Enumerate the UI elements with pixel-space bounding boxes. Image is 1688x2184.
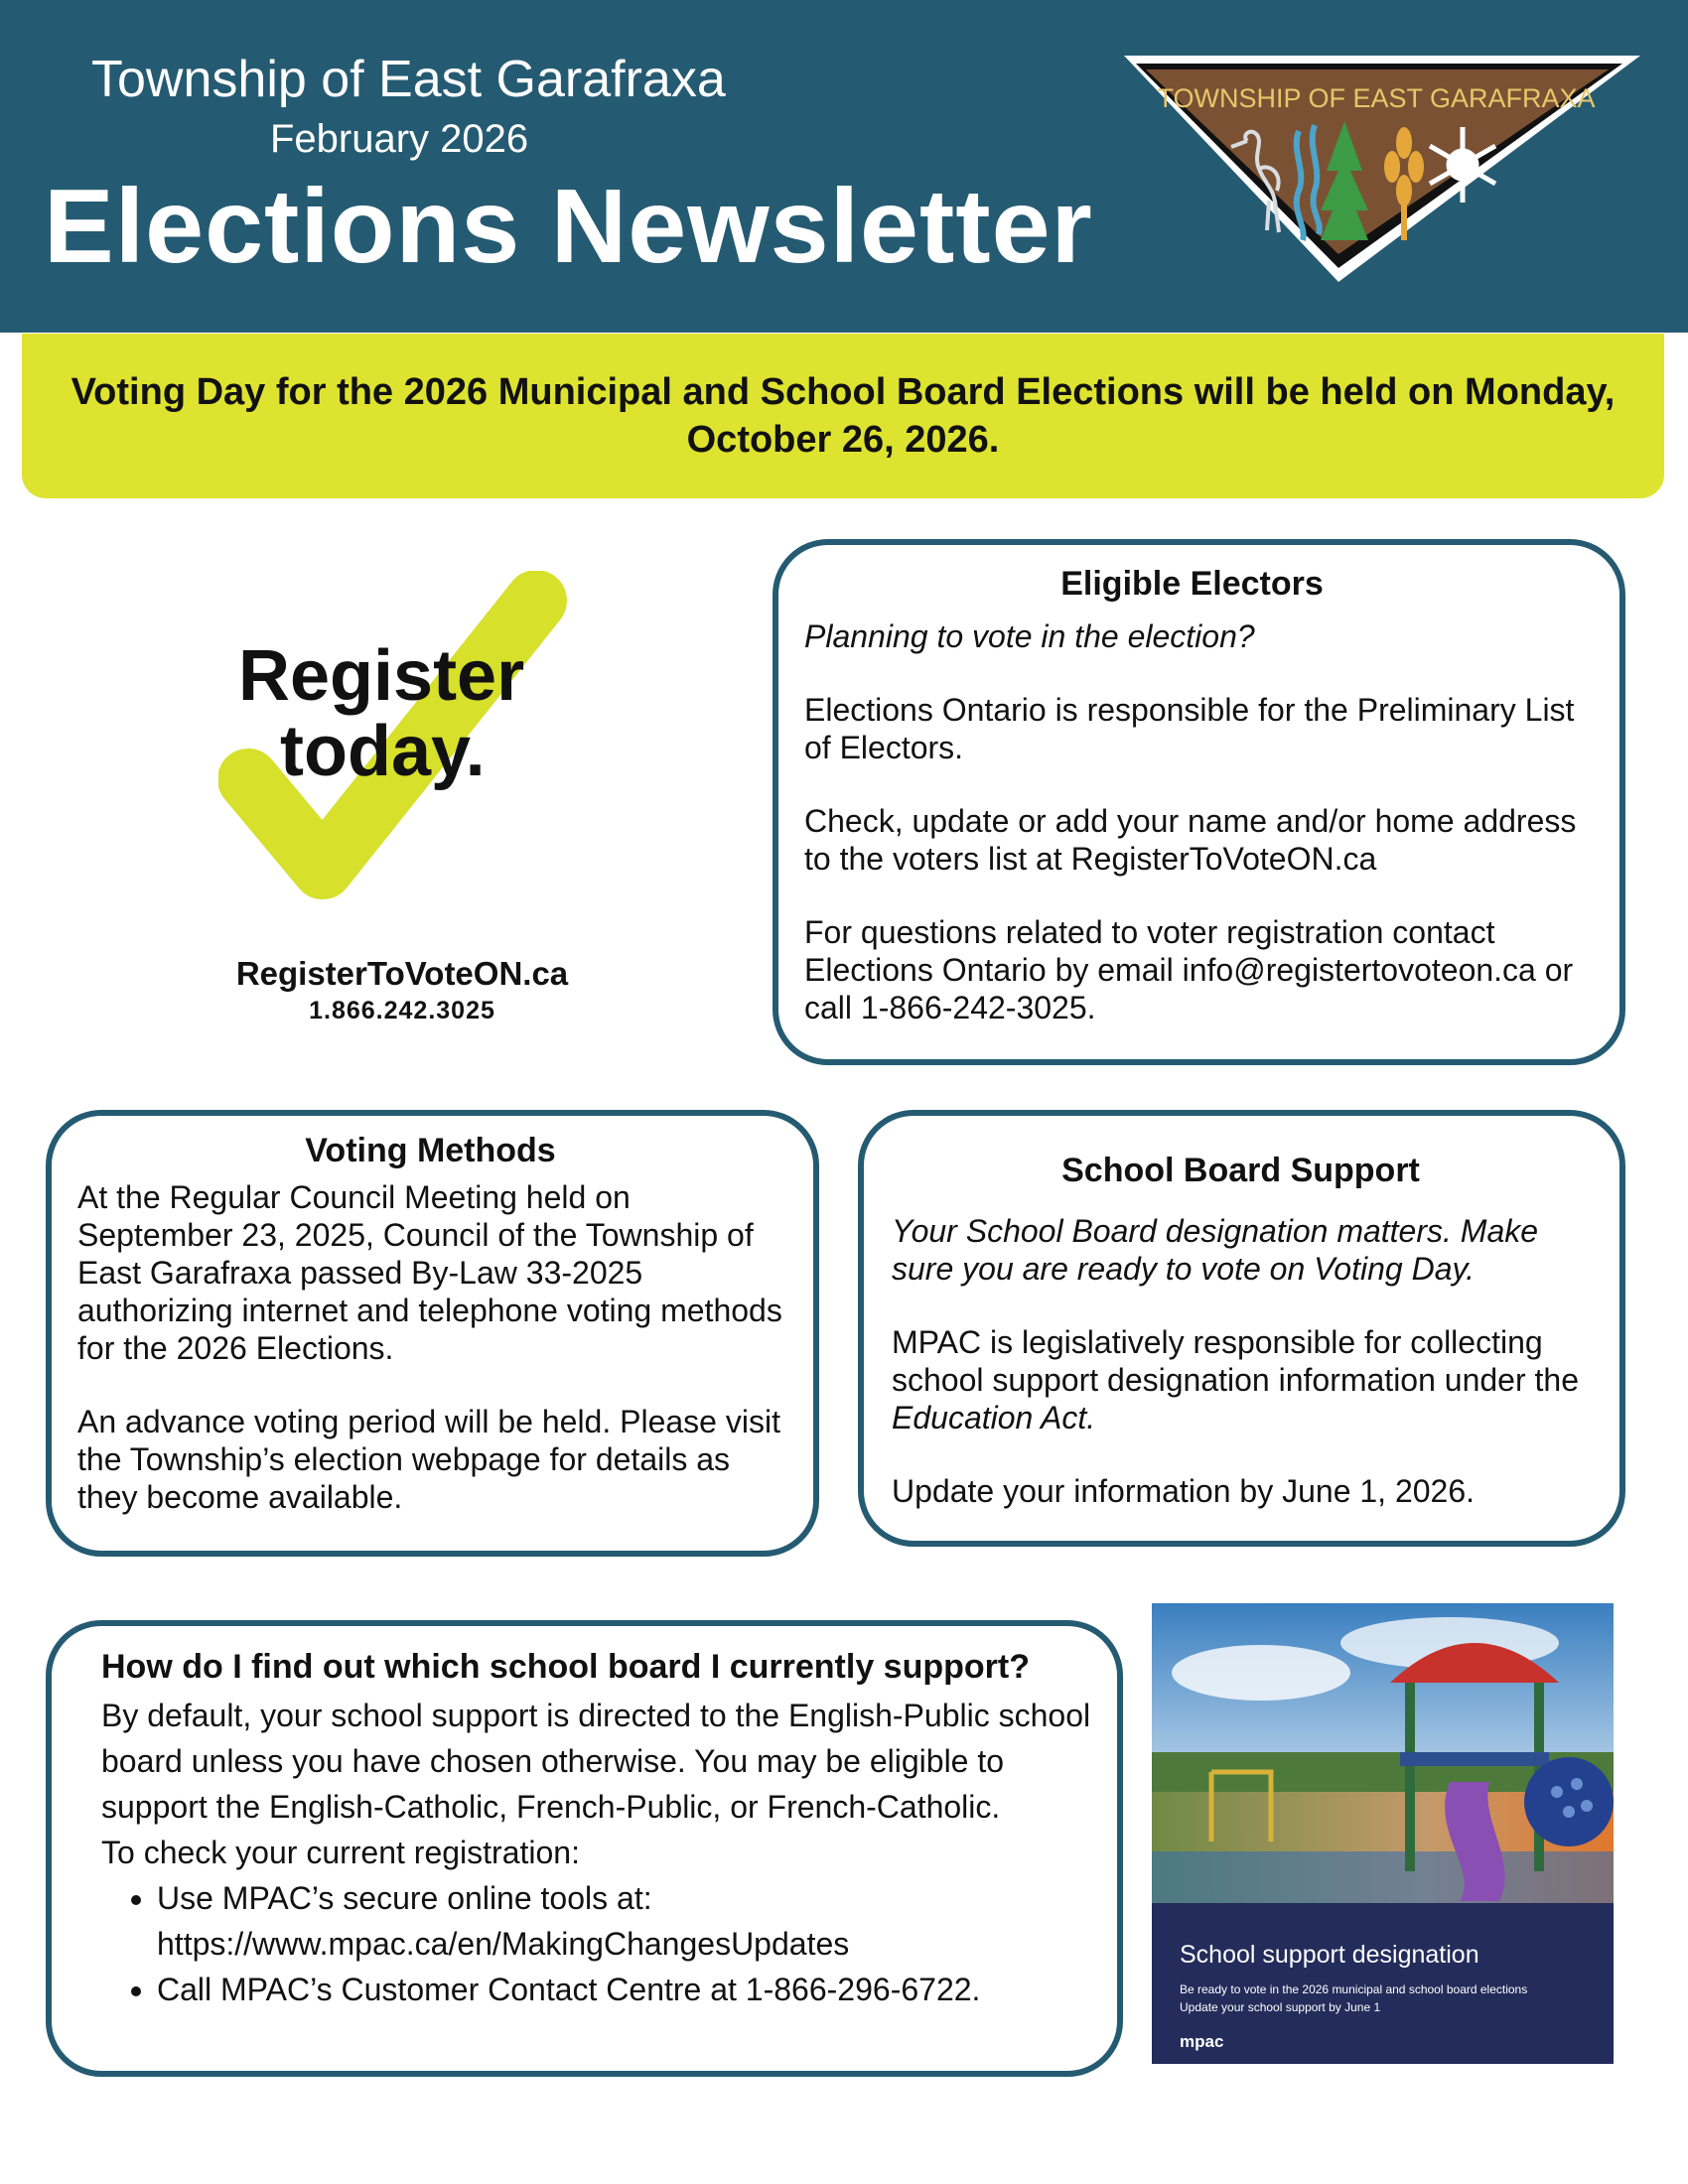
- poster-footer: [1152, 1903, 1614, 2064]
- logo-text: TOWNSHIP OF EAST GARAFRAXA: [1157, 83, 1596, 113]
- voting-methods-heading: Voting Methods: [305, 1132, 556, 1169]
- page-title: Elections Newsletter: [44, 168, 1093, 285]
- find-school-board-paragraph-2: To check your current registration:: [101, 1835, 580, 1870]
- list-item: • Use MPAC’s secure online tools at: https://www.mpac.ca/en/MakingChangesUpdates: [157, 1875, 1093, 1967]
- mpac-logo: mpac: [1180, 2032, 1224, 2051]
- eligible-electors-box: [773, 539, 1625, 1065]
- mpac-poster: [1152, 1603, 1614, 2064]
- school-board-paragraph-1: [892, 1323, 1590, 1436]
- poster-title: School support designation: [1180, 1941, 1479, 1969]
- playground-photo: [1152, 1603, 1614, 1903]
- voting-methods-box: [46, 1110, 819, 1557]
- education-act: Education Act.: [892, 1400, 1096, 1435]
- poster-subtitle-2: Update your school support by June 1: [1180, 2000, 1381, 2014]
- register-line1: Register: [238, 636, 525, 716]
- poster-subtitle-1: Be ready to vote in the 2026 municipal and school board elections: [1180, 1982, 1528, 1996]
- voting-day-text: Voting Day for the 2026 Municipal and School Board Elections will be held on Monday, October 26, 2026.: [70, 371, 1616, 461]
- header-banner: [0, 0, 1688, 333]
- register-url[interactable]: RegisterToVoteON.ca: [235, 955, 569, 992]
- eligible-paragraph-1: Elections Ontario is responsible for the Preliminary List of Electors.: [804, 692, 1575, 765]
- eligible-paragraph-2: Check, update or add your name and/or home address to the voters list at RegisterToVoteON.ca: [804, 803, 1577, 877]
- registration-options-list: [101, 1875, 1093, 2012]
- find-school-board-heading: How do I find out which school board I currently support?: [101, 1648, 1030, 1686]
- register-today-graphic: [218, 571, 586, 908]
- school-board-heading: School Board Support: [1061, 1152, 1420, 1189]
- eligible-intro: Planning to vote in the election?: [804, 618, 1255, 654]
- voting-methods-paragraph-1: At the Regular Council Meeting held on September 23, 2025, Council of the Township of East Garafraxa passed By-Law 33-2025 authorizing internet and telephone voting methods for the 2026 Elections.: [77, 1179, 782, 1366]
- eligible-paragraph-3: For questions related to voter registration contact Elections Ontario by email info@registertovoteon.ca or call 1-866-242-3025.: [804, 914, 1574, 1025]
- township-logo: [1120, 52, 1644, 284]
- voting-day-banner: [22, 334, 1664, 498]
- school-board-intro: Your School Board designation matters. Make sure you are ready to vote on Voting Day.: [892, 1213, 1539, 1287]
- register-line2: today.: [280, 712, 486, 791]
- issue-date: February 2026: [270, 117, 529, 161]
- school-board-paragraph-1a: MPAC is legislatively responsible for collecting school support designation information under the: [892, 1324, 1579, 1398]
- list-item: • Call MPAC’s Customer Contact Centre at 1-866-296-6722.: [157, 1967, 1093, 2012]
- find-school-board-paragraph-1: By default, your school support is directed to the English-Public school board unless you have chosen otherwise. You may be eligible to support the English-Catholic, French-Public, or French-Catholic.: [101, 1698, 1091, 1825]
- school-board-support-box: [858, 1110, 1625, 1547]
- school-board-paragraph-2: Update your information by June 1, 2026.: [892, 1473, 1476, 1509]
- voting-methods-paragraph-2: An advance voting period will be held. Please visit the Township’s election webpage for details as they become available.: [77, 1404, 780, 1515]
- organization-name: Township of East Garafraxa: [91, 51, 726, 108]
- eligible-electors-heading: Eligible Electors: [1060, 565, 1324, 603]
- find-school-board-box: [46, 1620, 1123, 2077]
- register-phone: 1.866.242.3025: [309, 997, 495, 1024]
